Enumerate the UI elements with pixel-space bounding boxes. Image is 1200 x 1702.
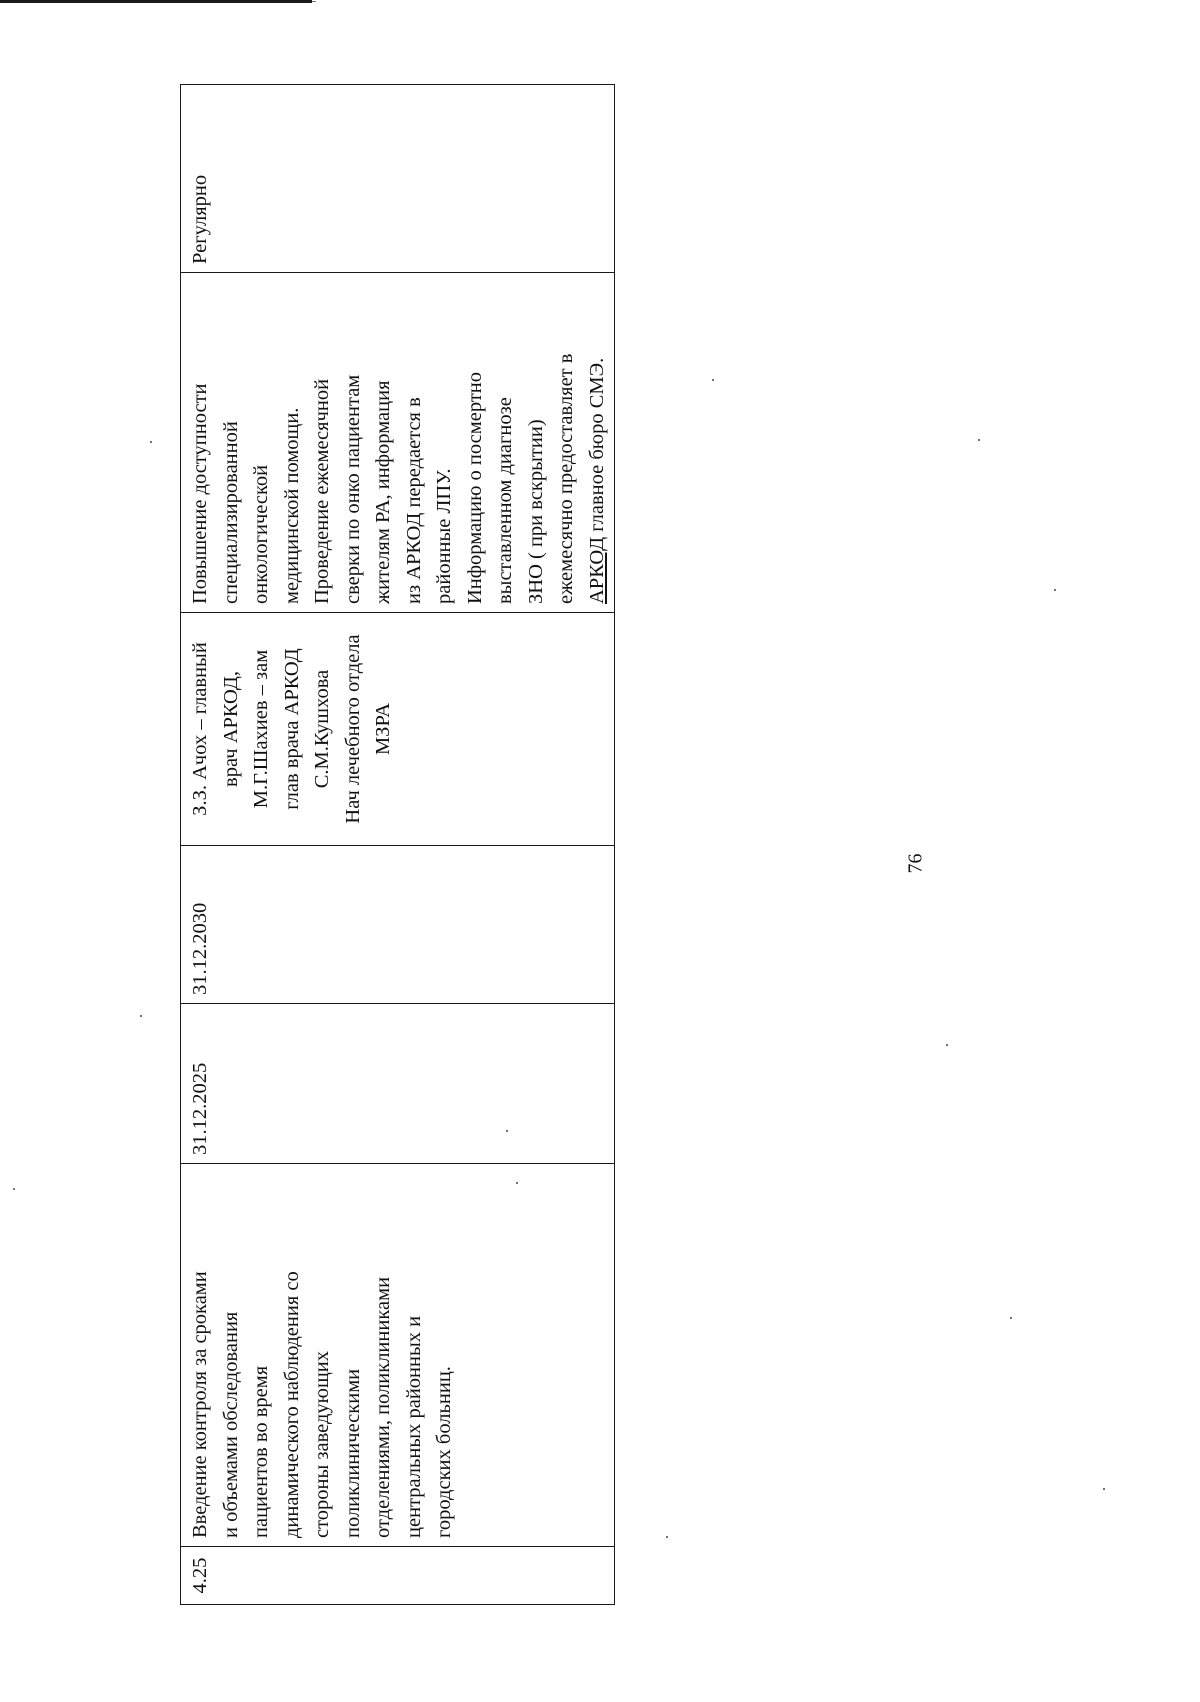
scan-speck bbox=[516, 1182, 518, 1184]
measure-line: пациентов во время bbox=[250, 1365, 272, 1538]
top-rule bbox=[0, 0, 312, 3]
scan-speck bbox=[13, 1188, 15, 1190]
scan-speck bbox=[140, 1015, 142, 1017]
responsible-line: МЗРА bbox=[372, 702, 394, 756]
measure-line: стороны заведующих bbox=[311, 1351, 333, 1538]
scan-speck bbox=[666, 1536, 668, 1538]
result-line: Информацию о посмертно bbox=[463, 372, 486, 604]
responsible-line: С.М.Кушхова bbox=[311, 669, 333, 789]
measure-line: Введение контроля за сроками bbox=[189, 1271, 211, 1538]
start-date: 31.12.2025 bbox=[181, 1004, 615, 1164]
responsible-cell bbox=[181, 613, 615, 846]
responsible-line: врач АРКОД, bbox=[219, 671, 242, 787]
top-rule-tail bbox=[312, 1, 316, 2]
page-number: 76 bbox=[904, 853, 927, 874]
result-last-line-rest: главное бюро СМЭ. bbox=[585, 357, 608, 537]
measure-line: центральных районных и bbox=[402, 1315, 425, 1538]
scan-speck bbox=[946, 1044, 948, 1046]
table-row bbox=[181, 85, 615, 1605]
result-line: специализированной bbox=[219, 421, 242, 604]
scan-speck bbox=[1103, 1488, 1105, 1490]
scan-speck bbox=[978, 439, 980, 441]
result-line: Повышение доступности bbox=[189, 383, 211, 604]
responsible-line: М.Г.Шахиев – зам bbox=[250, 649, 272, 809]
measure-line: динамического наблюдения со bbox=[280, 1271, 303, 1538]
result-line: сверки по онко пациентам bbox=[341, 374, 364, 604]
result-line: жителям РА, информация bbox=[372, 380, 394, 604]
result-line: ежемесячно предоставляет в bbox=[555, 353, 577, 604]
measure-line: отделениями, поликлиниками bbox=[372, 1276, 394, 1538]
result-line: районные ЛПУ. bbox=[433, 468, 455, 604]
measure-cell bbox=[181, 1164, 615, 1547]
result-line: выставленном диагнозе bbox=[494, 397, 516, 604]
measure-line: и объемами обследования bbox=[219, 1311, 242, 1538]
measure-line: городских больниц. bbox=[433, 1366, 455, 1538]
result-underlined-word: АРКОД bbox=[585, 536, 608, 604]
scan-speck bbox=[712, 379, 714, 381]
end-date: 31.12.2030 bbox=[181, 846, 615, 1004]
frequency-cell: Регулярно bbox=[181, 85, 615, 273]
scan-speck bbox=[1010, 1317, 1012, 1319]
responsible-line: З.З. Ачох – главный bbox=[189, 642, 211, 816]
rotated-table-wrapper bbox=[180, 85, 608, 1605]
result-line: Проведение ежемесячной bbox=[311, 378, 333, 604]
result-cell bbox=[181, 273, 615, 613]
result-last-line bbox=[582, 281, 613, 604]
measure-line: поликлиническими bbox=[341, 1368, 364, 1538]
scan-speck bbox=[150, 441, 152, 443]
plan-table bbox=[180, 84, 615, 1605]
result-line: онкологической bbox=[250, 464, 272, 604]
result-line: ЗНО ( при вскрытии) bbox=[524, 419, 547, 604]
responsible-line: Нач лечебного отдела bbox=[341, 634, 364, 824]
row-number: 4.25 bbox=[181, 1547, 615, 1605]
responsible-line: глав врача АРКОД bbox=[280, 648, 303, 810]
result-line: из АРКОД передается в bbox=[402, 397, 425, 604]
result-line: медицинской помощи. bbox=[280, 407, 303, 604]
scan-speck bbox=[1054, 589, 1056, 591]
scan-speck bbox=[506, 1130, 508, 1132]
